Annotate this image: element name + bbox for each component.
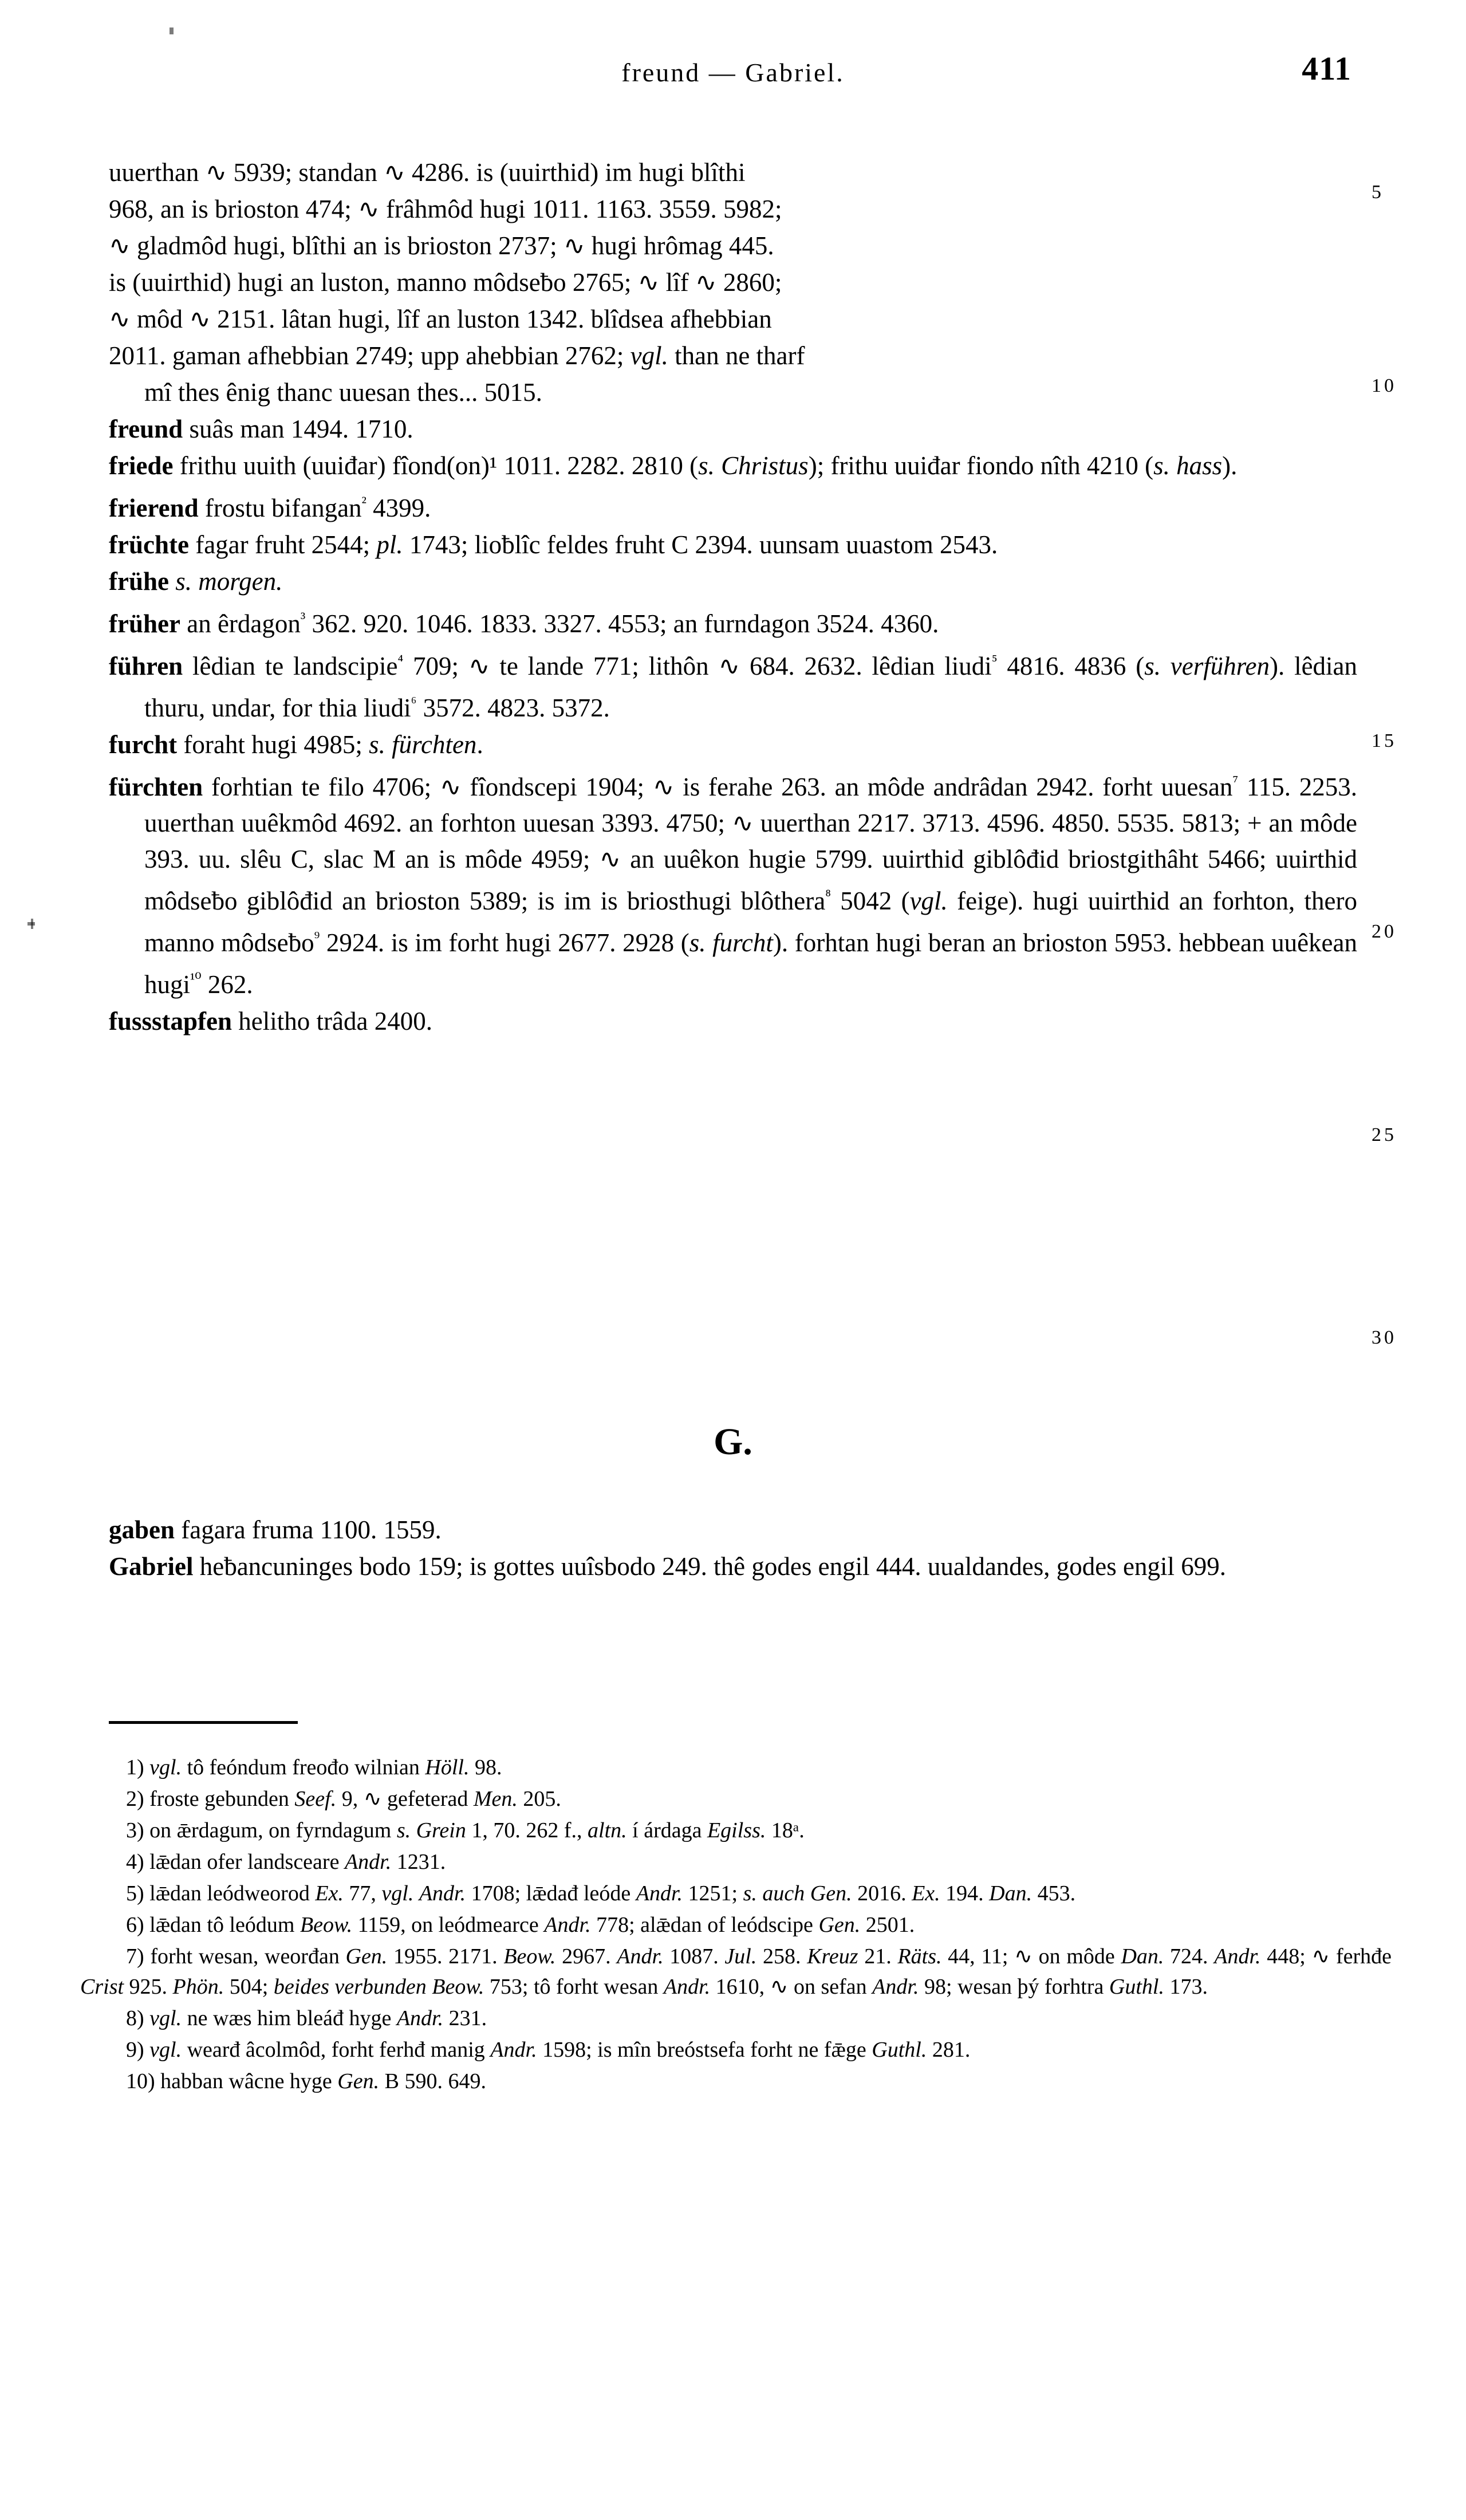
footnote-4 (80, 1847, 1392, 1877)
footnote-text: habban wâcne hyge Gen. B 590. 649. (160, 2069, 486, 2093)
entry-continuation-line: ∿ gladmôd hugi, blîthi an is brioston 2737; ∿ hugi hrômag 445. (109, 231, 774, 260)
entry-fruechte (109, 527, 1357, 563)
footnote-7 (80, 1942, 1392, 2002)
footnote-1 (80, 1753, 1392, 1783)
footnote-marker: 9) (126, 2038, 144, 2062)
footnote-text: lǣdan ofer landsceare Andr. 1231. (149, 1850, 446, 1874)
footnote-6 (80, 1910, 1392, 1940)
entry-continuation-line: 968, an is brioston 474; ∿ frâhmôd hugi 1011. 1163. 3559. 5982; (109, 195, 782, 223)
footnote-text: lǣdan tô leódum Beow. 1159, on leódmearce Andr. 778; alǣdan of leódscipe Gen. 2501. (149, 1913, 915, 1937)
footnote-marker: 3) (126, 1818, 144, 1842)
footnote-9 (80, 2035, 1392, 2065)
headword: Gabriel (109, 1552, 194, 1581)
footnote-marker: 7) (126, 1944, 144, 1968)
footnote-marker: 1) (126, 1755, 144, 1779)
footnote-text: vgl. tô feóndum freođo wilnian Höll. 98. (149, 1755, 502, 1779)
footnote-marker: 10) (126, 2069, 155, 2093)
headword: frierend (109, 494, 199, 522)
entry-body: heƀancuninges bodo 159; is gottes uuîsbodo 249. thê godes engil 444. uualdandes, godes engil 699. (199, 1552, 1226, 1581)
scan-speck (31, 919, 33, 929)
entry-continuation-line: mî thes ênig thanc uuesan thes... 5015. (144, 378, 542, 407)
entry-continuation-line: is (uuirthid) hugi an luston, manno môdseƀo 2765; ∿ lîf ∿ 2860; (109, 268, 782, 297)
entry-body: forhtian te filo 4706; ∿ fîondscepi 1904; ∿ is ferahe 263. an môde andrâdan 2942. forht uuesan$^{^7}$ 115. 2253. uuerthan uuêkmôd 4692. an forhton uuesan 3393. 4750; ∿ uuerthan 2217. 3713. 4596. 4850. 5535. 5813; + an môde 393. uu. slêu C, slac M an is môde 4959; ∿ an uuêkon hugie 5799. uuirthid giblôđid briostgithâht 5466; uuirthid môdseƀo giblôđid an brioston 5389; is im is briosthugi blôthera$^{^8}$ 5042 (vgl. feige). hugi uuirthid an forhton, thero manno môdseƀo$^{^9}$ 2924. is im forht hugi 2677. 2928 (s. furcht). forhtan hugi beran an brioston 5953. hebbean uuêkean hugi$^{^{10}}$ 262. (144, 773, 1358, 999)
entry-body: fagar fruht 2544; pl. 1743; lioƀlîc feldes fruht C 2394. uunsam uuastom 2543. (195, 530, 998, 559)
footnote-text: on ǣrdagum, on fyrndagum s. Grein 1, 70. 262 f., altn. í árdaga Egilss. 18ᵃ. (149, 1818, 805, 1842)
entry-continuation-line: ∿ môd ∿ 2151. lâtan hugi, lîf an luston 1342. blîdsea afhebbian (109, 305, 772, 333)
headword: führen (109, 652, 183, 680)
headword: furcht (109, 730, 178, 759)
line-number-15: 15 (1372, 730, 1397, 751)
entry-fuerchten (109, 763, 1357, 1003)
entry-body: foraht hugi 4985; s. fürchten. (183, 730, 483, 759)
footnote-marker: 5) (126, 1881, 144, 1905)
entry-fuehren (109, 643, 1357, 726)
footnote-text: froste gebunden Seef. 9, ∿ gefeterad Men. 205. (149, 1787, 561, 1811)
headword: früchte (109, 530, 189, 559)
footnote-block (80, 1753, 1392, 2098)
entry-body: frostu bifangan$^{^2}$ 4399. (204, 494, 431, 522)
entry-body: lêdian te landscipie$^{^4}$ 709; ∿ te lande 771; lithôn ∿ 684. 2632. lêdian liudi$^{^5}$ 4816. 4836 (s. verführen). lêdian thuru, undar, for thia liudi$^{^6}$ 3572. 4823. 5372. (144, 652, 1358, 722)
entry-continuation (109, 228, 1357, 264)
line-number-25: 25 (1372, 1124, 1397, 1145)
entry-continuation-line: uuerthan ∿ 5939; standan ∿ 4286. is (uuirthid) im hugi blîthi (109, 158, 746, 187)
headword: gaben (109, 1515, 175, 1544)
headword: freund (109, 415, 183, 443)
headword: friede (109, 451, 174, 480)
entry-body: fagara fruma 1100. 1559. (181, 1515, 442, 1544)
entry-continuation-line: 2011. gaman afhebbian 2749; upp ahebbian 2762; vgl. than ne tharf (109, 341, 805, 370)
page-number: 411 (1302, 50, 1351, 87)
entry-continuation (109, 375, 1357, 411)
entry-frueher (109, 600, 1357, 642)
footnote-text: vgl. ne wæs him bleáđ hyge Andr. 231. (149, 2006, 487, 2030)
headword: fürchten (109, 773, 203, 801)
footnote-text: vgl. wearđ âcolmôd, forht ferhđ manig Andr. 1598; is mîn breóstsefa forht ne fǣge Guthl. 281. (149, 2038, 971, 2062)
footnote-text: forht wesan, weorđan Gen. 1955. 2171. Beow. 2967. Andr. 1087. Jul. 258. Kreuz 21. Räts. 44, 11; ∿ on môde Dan. 724. Andr. 448; ∿ ferhđe Crist 925. Phön. 504; beides verbunden Beow. 753; tô forht wesan Andr. 1610, ∿ on sefan Andr. 98; wesan þý forhtra Guthl. 173. (80, 1944, 1392, 1999)
footnote-marker: 4) (126, 1850, 144, 1874)
footnote-marker: 6) (126, 1913, 144, 1937)
running-head-title: freund — Gabriel. (621, 58, 845, 87)
scan-speck (170, 27, 174, 34)
footnote-marker: 2) (126, 1787, 144, 1811)
line-number-30: 30 (1372, 1327, 1397, 1348)
entry-fruehe (109, 564, 1357, 600)
footnote-8 (80, 2003, 1392, 2034)
line-number-20: 20 (1372, 921, 1397, 942)
headword: früher (109, 609, 180, 638)
entry-gabriel (109, 1549, 1357, 1585)
entry-gaben (109, 1512, 1357, 1548)
entry-fussstapfen (109, 1003, 1357, 1040)
entry-continuation (109, 301, 1357, 337)
entry-freund (109, 411, 1357, 447)
footnote-10 (80, 2066, 1392, 2097)
footnote-3 (80, 1816, 1392, 1846)
entry-body: suâs man 1494. 1710. (189, 415, 413, 443)
entry-continuation (109, 155, 1357, 191)
entry-furcht (109, 727, 1357, 763)
headword: fussstapfen (109, 1007, 232, 1035)
headword: frühe (109, 567, 169, 596)
entry-frierend (109, 485, 1357, 526)
footnote-text: lǣdan leódweorod Ex. 77, vgl. Andr. 1708; lǣdađ leóde Andr. 1251; s. auch Gen. 2016. Ex. 194. Dan. 453. (149, 1881, 1076, 1905)
section-letter-g: G. (714, 1421, 752, 1463)
running-head (0, 50, 1466, 97)
entry-body: helitho trâda 2400. (238, 1007, 432, 1035)
entry-body: s. morgen. (175, 567, 283, 596)
footnote-5 (80, 1879, 1392, 1909)
entry-continuation (109, 338, 1357, 374)
line-number-5: 5 (1372, 182, 1384, 203)
footnote-2 (80, 1784, 1392, 1814)
entry-friede (109, 448, 1357, 484)
footnote-separator-rule (109, 1721, 298, 1724)
dictionary-column (109, 155, 1357, 1040)
entry-continuation (109, 191, 1357, 227)
entry-body: an êrdagon$^{^3}$ 362. 920. 1046. 1833. 3327. 4553; an furndagon 3524. 4360. (187, 609, 939, 638)
footnote-marker: 8) (126, 2006, 144, 2030)
line-number-10: 10 (1372, 375, 1397, 396)
entry-body: frithu uuith (uuiđar) fîond(on)¹ 1011. 2282. 2810 (s. Christus); frithu uuiđar fiondo nîth 4210 (s. hass). (179, 451, 1238, 480)
entry-continuation (109, 265, 1357, 301)
dictionary-column-g (109, 1512, 1357, 1585)
